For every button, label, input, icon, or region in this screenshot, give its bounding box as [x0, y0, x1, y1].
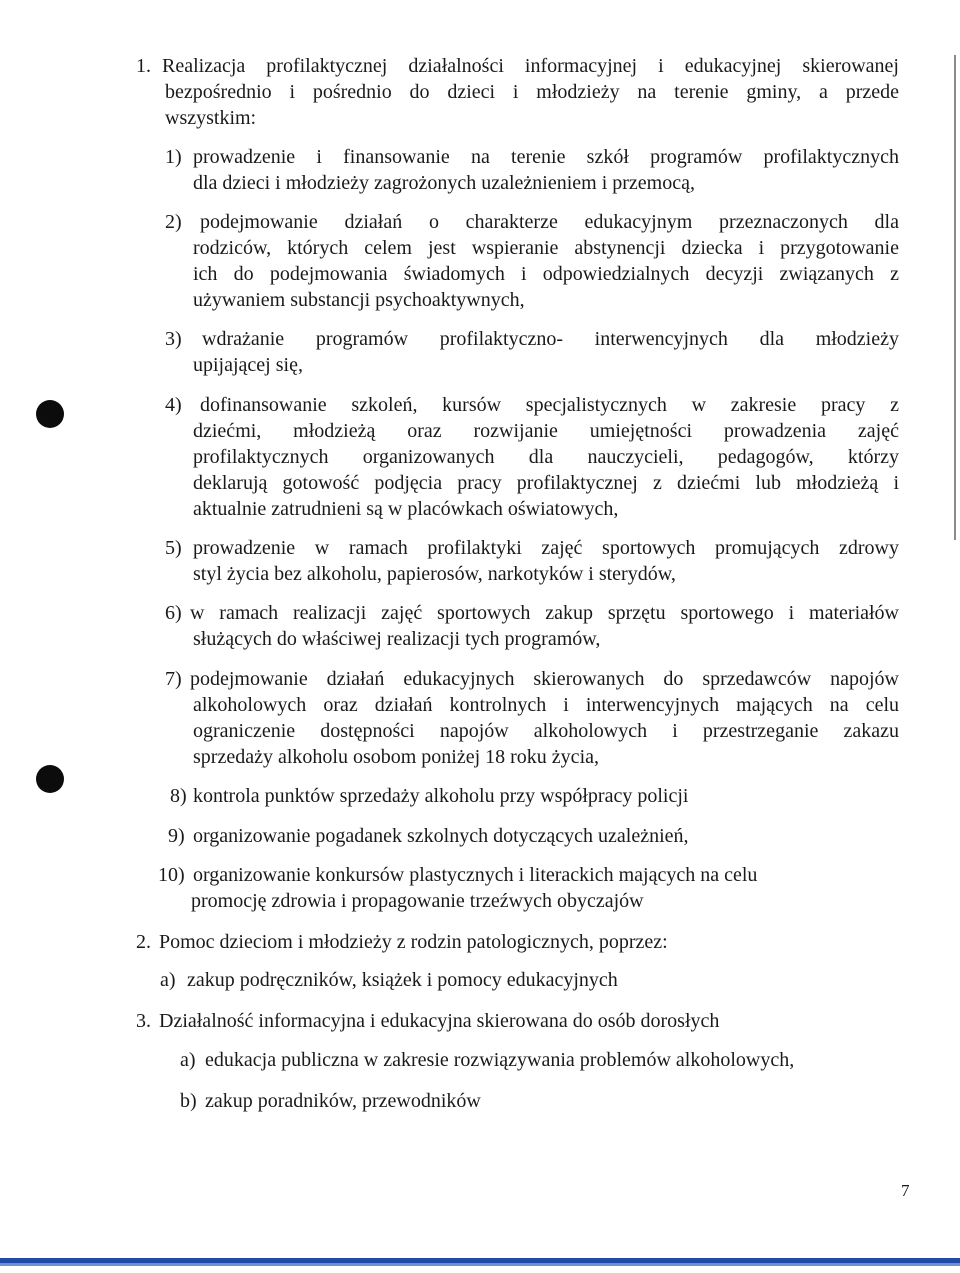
paragraph-line: w ramach realizacji zajęć sportowych zakup sprzętu sportowego i materiałów — [190, 602, 899, 624]
paragraph-line: upijającej się, — [193, 354, 303, 376]
paragraph-line: edukacja publiczna w zakresie rozwiązywania problemów alkoholowych, — [205, 1049, 795, 1071]
paragraph-line: Działalność informacyjna i edukacyjna skierowana do osób dorosłych — [159, 1010, 720, 1032]
section-number: 3. — [136, 1010, 151, 1032]
paragraph-line: sprzedaży alkoholu osobom poniżej 18 roku życia, — [193, 746, 599, 768]
paragraph-line: rodziców, których celem jest wspieranie abstynencji dziecka i przygotowanie — [193, 237, 899, 259]
list-item-number: 6) — [165, 602, 182, 624]
page-number: 7 — [901, 1181, 910, 1200]
list-item-number: 9) — [168, 825, 185, 847]
list-item-number: a) — [180, 1049, 196, 1071]
punch-hole-icon — [36, 765, 64, 793]
paragraph-line: organizowanie pogadanek szkolnych dotyczących uzależnień, — [193, 825, 689, 847]
paragraph-line: wdrażanie programów profilaktyczno- interwencyjnych dla młodzieży — [202, 328, 899, 350]
list-item-number: 1) — [165, 146, 182, 168]
paragraph-line: organizowanie konkursów plastycznych i literackich mających na celu — [193, 864, 758, 886]
paragraph-line: Pomoc dzieciom i młodzieży z rodzin patologicznych, poprzez: — [159, 931, 668, 953]
page-edge-divider — [954, 55, 956, 540]
paragraph-line: zakup podręczników, książek i pomocy edukacyjnych — [187, 969, 618, 991]
paragraph-line: kontrola punktów sprzedaży alkoholu przy współpracy policji — [193, 785, 689, 807]
paragraph-line: aktualnie zatrudnieni są w placówkach oświatowych, — [193, 498, 619, 520]
section-number: 1. — [136, 55, 151, 77]
list-item-number: 5) — [165, 537, 182, 559]
paragraph-line: dofinansowanie szkoleń, kursów specjalistycznych w zakresie pracy z — [200, 394, 899, 416]
paragraph-line: prowadzenie w ramach profilaktyki zajęć sportowych promujących zdrowy — [193, 537, 899, 559]
list-item-number: b) — [180, 1090, 197, 1112]
paragraph-line: profilaktycznych organizowanych dla nauczycieli, pedagogów, którzy — [193, 446, 899, 468]
section-number: 2. — [136, 931, 151, 953]
bottom-border-shadow — [0, 1263, 960, 1266]
paragraph-line: deklarują gotowość podjęcia pracy profilaktycznej z dziećmi lub młodzieżą i — [193, 472, 899, 494]
paragraph-line: alkoholowych oraz działań kontrolnych i interwencyjnych mających na celu — [193, 694, 899, 716]
paragraph-line: używaniem substancji psychoaktywnych, — [193, 289, 525, 311]
paragraph-line: wszystkim: — [165, 107, 257, 129]
paragraph-line: dziećmi, młodzieżą oraz rozwijanie umiejętności prowadzenia zajęć — [193, 420, 899, 442]
list-item-number: 7) — [165, 668, 182, 690]
list-item-number: 8) — [170, 785, 187, 807]
paragraph-line: dla dzieci i młodzieży zagrożonych uzależnieniem i przemocą, — [193, 172, 695, 194]
list-item-number: a) — [160, 969, 176, 991]
paragraph-line: podejmowanie działań o charakterze edukacyjnym przeznaczonych dla — [200, 211, 899, 233]
paragraph-line: Realizacja profilaktycznej działalności informacyjnej i edukacyjnej skierowanej — [162, 55, 899, 77]
list-item-number: 10) — [158, 864, 185, 886]
paragraph-line: zakup poradników, przewodników — [205, 1090, 481, 1112]
punch-hole-icon — [36, 400, 64, 428]
paragraph-line: podejmowanie działań edukacyjnych skierowanych do sprzedawców napojów — [190, 668, 899, 690]
paragraph-line: prowadzenie i finansowanie na terenie szkół programów profilaktycznych — [193, 146, 899, 168]
paragraph-line: ograniczenie dostępności napojów alkoholowych i przestrzeganie zakazu — [193, 720, 899, 742]
paragraph-line: ich do podejmowania świadomych i odpowiedzialnych decyzji związanych z — [193, 263, 899, 285]
paragraph-line: służących do właściwej realizacji tych programów, — [193, 628, 601, 650]
list-item-number: 3) — [165, 328, 182, 350]
paragraph-line: styl życia bez alkoholu, papierosów, narkotyków i sterydów, — [193, 563, 676, 585]
list-item-number: 2) — [165, 211, 182, 233]
list-item-number: 4) — [165, 394, 182, 416]
paragraph-line: promocję zdrowia i propagowanie trzeźwych obyczajów — [191, 890, 644, 912]
paragraph-line: bezpośrednio i pośrednio do dzieci i młodzieży na terenie gminy, a przede — [165, 81, 899, 103]
